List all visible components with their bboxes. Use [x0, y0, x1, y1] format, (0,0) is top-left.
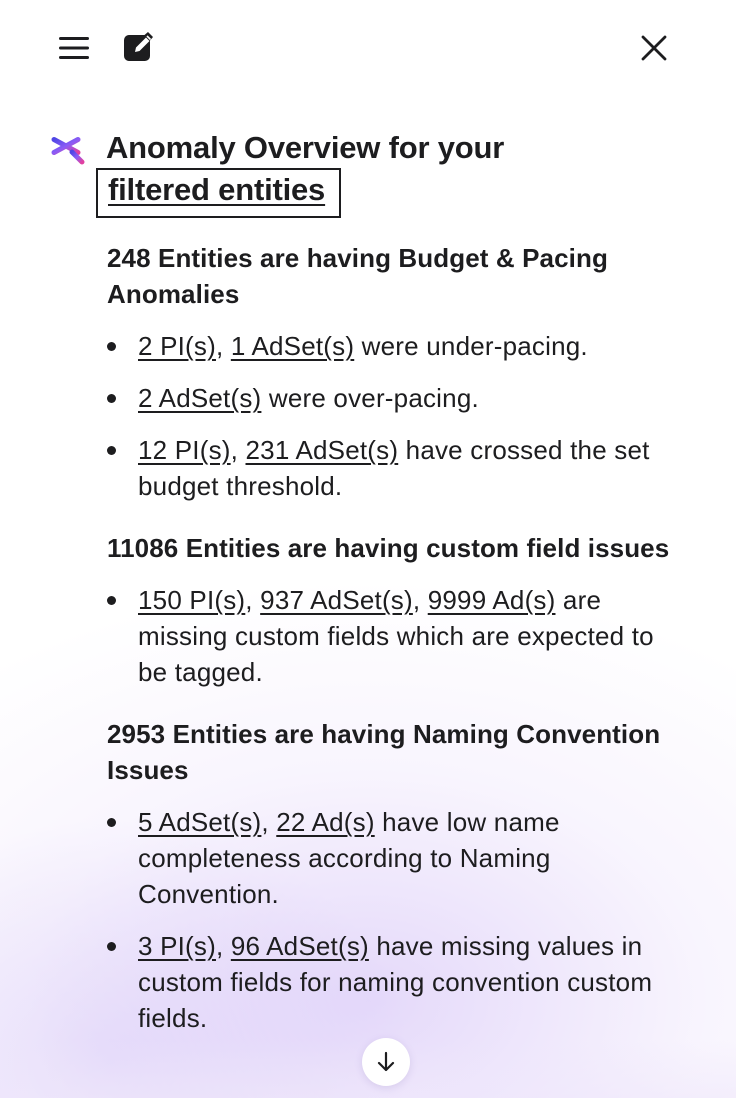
entity-count-link[interactable]: 96 AdSet(s)	[230, 931, 369, 961]
anomaly-section	[107, 530, 677, 690]
arrow-down-icon	[374, 1050, 398, 1074]
section-title: 11086 Entities are having custom field issues	[107, 533, 670, 563]
ai-sparkle-icon	[50, 130, 86, 166]
entity-count-link[interactable]: 12 PI(s)	[138, 435, 231, 465]
anomaly-list	[107, 804, 677, 1036]
anomaly-item: 5 AdSet(s), 22 Ad(s) have low name completeness according to Naming Convention.	[107, 804, 677, 912]
entity-count-link[interactable]: 1 AdSet(s)	[230, 331, 355, 361]
anomaly-description: have low name completeness according to Naming Convention.	[138, 807, 560, 909]
scroll-down-button[interactable]	[362, 1038, 410, 1086]
anomaly-item	[107, 380, 677, 416]
filtered-entities-link[interactable]: filtered entities	[96, 168, 341, 218]
anomaly-section	[107, 716, 677, 1036]
title-prefix: Anomaly Overview for your	[106, 130, 505, 165]
hamburger-menu-icon	[57, 35, 91, 61]
anomaly-description: have crossed the set budget threshold.	[138, 435, 650, 501]
entity-count-link[interactable]: 231 AdSet(s)	[245, 435, 399, 465]
menu-button[interactable]	[52, 28, 96, 68]
anomaly-item: 12 PI(s), 231 AdSet(s) have crossed the set budget threshold.	[107, 432, 677, 504]
section-title: 2953 Entities are having Naming Convention Issues	[107, 719, 661, 785]
anomaly-description: are missing custom fields which are expected to be tagged.	[138, 585, 654, 687]
anomaly-description: have missing values in custom fields for naming convention custom fields.	[138, 931, 653, 1033]
page-title	[106, 128, 666, 218]
close-button[interactable]	[632, 26, 676, 70]
anomaly-sections	[107, 240, 677, 1062]
entity-count-link[interactable]: 2 AdSet(s)	[138, 383, 262, 413]
anomaly-item: 3 PI(s), 96 AdSet(s) have missing values in custom fields for naming convention custom fields.	[107, 928, 677, 1036]
anomaly-list	[107, 582, 677, 690]
anomaly-section	[107, 240, 677, 504]
entity-count-link[interactable]: 150 PI(s)	[138, 585, 246, 615]
entity-count-link[interactable]: 5 AdSet(s)	[138, 807, 262, 837]
anomaly-item: 2 PI(s), 1 AdSet(s) were under-pacing.	[107, 328, 677, 364]
anomaly-description: were under-pacing.	[361, 331, 588, 361]
entity-count-link[interactable]: 3 PI(s)	[138, 931, 216, 961]
entity-count-link[interactable]: 937 AdSet(s)	[260, 585, 413, 615]
compose-edit-icon	[122, 31, 154, 63]
entity-count-link[interactable]: 22 Ad(s)	[276, 807, 375, 837]
anomaly-description: were over-pacing.	[268, 383, 479, 413]
entity-count-link[interactable]: 2 PI(s)	[138, 331, 216, 361]
section-title: 248 Entities are having Budget & Pacing Anomalies	[107, 243, 608, 309]
compose-button[interactable]	[116, 26, 160, 68]
close-icon	[640, 34, 668, 62]
entity-count-link[interactable]: 9999 Ad(s)	[427, 585, 556, 615]
anomaly-item: 150 PI(s), 937 AdSet(s), 9999 Ad(s) are missing custom fields which are expected to be tagged.	[107, 582, 677, 690]
top-bar	[0, 0, 736, 94]
anomaly-list	[107, 328, 677, 504]
